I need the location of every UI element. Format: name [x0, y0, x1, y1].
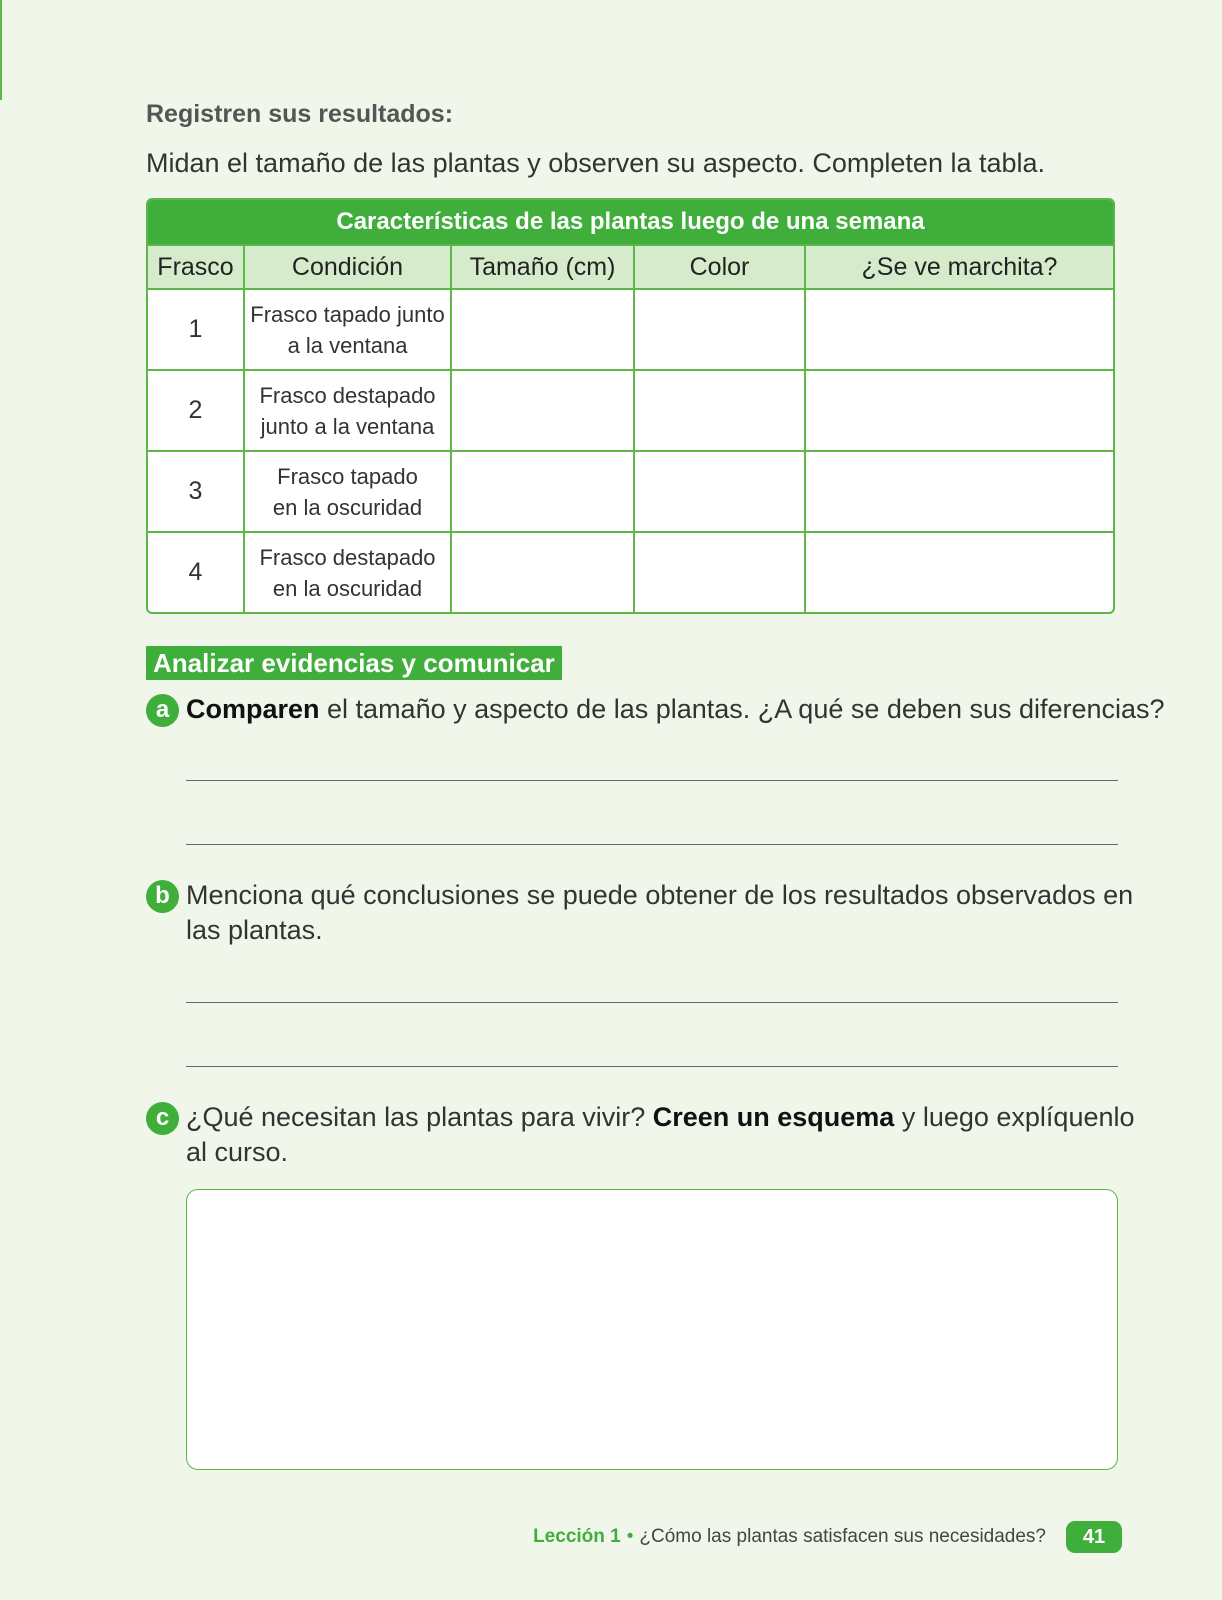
- page-edge-stripe: [0, 0, 2, 100]
- section-label: Analizar evidencias y comunicar: [146, 646, 562, 680]
- table-row: [148, 370, 1113, 451]
- lesson-label: Lección 1: [533, 1526, 621, 1547]
- answer-line-a1[interactable]: [186, 780, 1118, 781]
- answer-line-b1[interactable]: [186, 1002, 1118, 1003]
- question-b-text-line1: Menciona qué conclusiones se puede obtener de los resultados observados en: [186, 880, 1134, 910]
- question-a: [146, 692, 1165, 727]
- frasco-number: 2: [148, 370, 244, 451]
- wilted-cell[interactable]: [805, 451, 1113, 532]
- answer-line-a2[interactable]: [186, 844, 1118, 845]
- condition-cell: Frasco destapado en la oscuridad: [244, 532, 451, 612]
- size-cell[interactable]: [451, 451, 634, 532]
- frasco-number: 3: [148, 451, 244, 532]
- separator-dot: •: [626, 1526, 634, 1547]
- wilted-cell[interactable]: [805, 370, 1113, 451]
- table-caption: Características de las plantas luego de una semana: [148, 200, 1113, 245]
- results-table: [146, 198, 1115, 614]
- size-cell[interactable]: [451, 370, 634, 451]
- table-row: [148, 451, 1113, 532]
- bullet-c: c: [146, 1102, 179, 1135]
- diagram-answer-box[interactable]: [186, 1189, 1118, 1470]
- frasco-number: 4: [148, 532, 244, 612]
- page-number: 41: [1066, 1521, 1122, 1553]
- question-c: [146, 1100, 1135, 1170]
- size-cell[interactable]: [451, 289, 634, 370]
- header-tamano: Tamaño (cm): [451, 245, 634, 289]
- header-frasco: Frasco: [148, 245, 244, 289]
- color-cell[interactable]: [634, 451, 805, 532]
- color-cell[interactable]: [634, 532, 805, 612]
- lesson-title: ¿Cómo las plantas satisfacen sus necesidades?: [639, 1526, 1046, 1547]
- bullet-b: b: [146, 880, 179, 913]
- table-row: [148, 532, 1113, 612]
- question-b-text-line2: las plantas.: [186, 915, 323, 945]
- color-cell[interactable]: [634, 289, 805, 370]
- condition-cell: Frasco destapado junto a la ventana: [244, 370, 451, 451]
- instruction-text: Midan el tamaño de las plantas y observen su aspecto. Completen la tabla.: [146, 148, 1046, 178]
- header-color: Color: [634, 245, 805, 289]
- header-condicion: Condición: [244, 245, 451, 289]
- question-c-pre: ¿Qué necesitan las plantas para vivir?: [186, 1102, 653, 1132]
- answer-line-b2[interactable]: [186, 1066, 1118, 1067]
- question-b: [146, 878, 1133, 948]
- section-heading: Registren sus resultados:: [146, 100, 454, 128]
- question-c-bold: Creen un esquema: [652, 1102, 895, 1132]
- question-c-text-line2: al curso.: [186, 1137, 289, 1167]
- header-marchita: ¿Se ve marchita?: [805, 245, 1113, 289]
- wilted-cell[interactable]: [805, 289, 1113, 370]
- condition-cell: Frasco tapado junto a la ventana: [244, 289, 451, 370]
- color-cell[interactable]: [634, 370, 805, 451]
- bullet-a: a: [146, 694, 179, 727]
- question-c-post: y luego explíquenlo: [894, 1102, 1135, 1132]
- table-row: [148, 289, 1113, 370]
- wilted-cell[interactable]: [805, 532, 1113, 612]
- page-footer: [533, 1520, 1122, 1554]
- size-cell[interactable]: [451, 532, 634, 612]
- question-a-bold: Comparen: [186, 694, 320, 724]
- question-a-text: el tamaño y aspecto de las plantas. ¿A qué se deben sus diferencias?: [319, 694, 1165, 724]
- condition-cell: Frasco tapado en la oscuridad: [244, 451, 451, 532]
- frasco-number: 1: [148, 289, 244, 370]
